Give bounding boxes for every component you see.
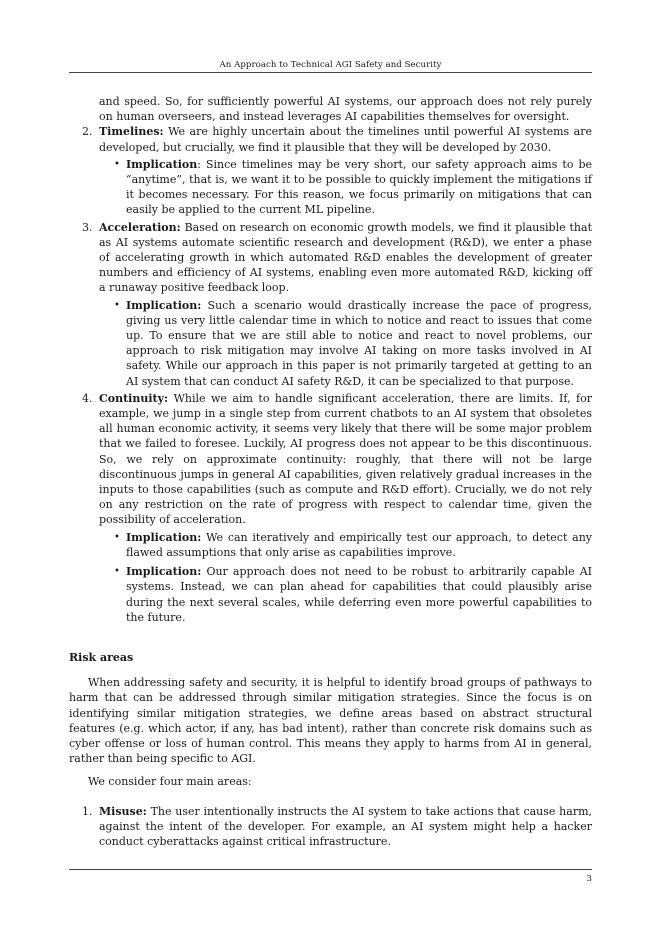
implication-item	[114, 564, 593, 625]
item-number: 1.	[82, 804, 93, 818]
implication-item	[114, 530, 593, 560]
section-heading: Risk areas	[69, 650, 134, 664]
implication-item	[114, 298, 593, 389]
page-number: 3	[586, 874, 592, 884]
body-paragraph: When addressing safety and security, it is helpful to identify broad groups of pathways to harm that can be addressed through similar mitigation strategies. Since the focus is on identifying similar mitigation strategies, we define areas based on abstract structural features (e.g. which actor, if any, has bad intent), rather than concrete risk domains such as cyber offense or loss of human control. This means they apply to harms from AI in general, rather than being specific to AGI.	[69, 676, 592, 766]
implication-label: Implication:	[126, 530, 202, 544]
implication-text: Our approach does not need to be robust to arbitrarily capable AI systems. Instead, we can plan ahead for capabilities that could plausibly arise during the next several scales, while deferring even more powerful capabilities to the future.	[126, 565, 593, 624]
list-item	[82, 124, 593, 217]
bullet-icon: •	[114, 531, 120, 543]
item-number: 4.	[82, 391, 93, 405]
item-label: Acceleration:	[99, 220, 181, 234]
risk-areas-list	[69, 804, 592, 850]
implication-label: Implication:	[126, 298, 202, 312]
implication-item	[114, 157, 592, 218]
implication-list	[99, 157, 592, 218]
implication-list	[99, 530, 592, 625]
header-rule	[69, 72, 592, 73]
bullet-icon: •	[114, 158, 120, 170]
continuation-paragraph: and speed. So, for sufficiently powerful AI systems, our approach does not rely purely on human overseers, and instead leverages AI capabilities themselves for oversight.	[99, 95, 592, 124]
body-paragraph: We consider four main areas:	[88, 775, 252, 789]
implication-text: We can iteratively and empirically test our approach, to detect any flawed assumptions that only arise as capabilities improve.	[126, 530, 593, 559]
implication-label: Implication	[126, 157, 198, 171]
running-header: An Approach to Technical AGI Safety and Security	[219, 60, 442, 70]
implication-label: Implication:	[126, 565, 202, 579]
bullet-icon: •	[114, 299, 120, 311]
implication-text: : Since timelines may be very short, our safety approach aims to be “anytime”, that is, we want it to be possible to quickly implement the mitigations if it becomes necessary. For this reason, we focus primarily on mitigations that can easily be applied to the current ML pipeline.	[126, 157, 592, 217]
bullet-icon: •	[114, 566, 120, 578]
item-number: 3.	[82, 220, 93, 234]
list-item	[82, 220, 593, 389]
item-text: Based on research on economic growth models, we find it plausible that as AI systems automate scientific research and development (R&D), we enter a phase of accelerating growth in which automated R&D enables the development of greater numbers and efficiency of AI systems, enabling even more automated R&D, kicking off a runaway positive feedback loop.	[99, 220, 592, 295]
list-item	[82, 804, 593, 850]
footer-rule	[69, 869, 592, 870]
list-item	[82, 391, 593, 625]
item-text: The user intentionally instructs the AI system to take actions that cause harm, against the intent of the developer. For example, an AI system might help a hacker conduct cyberattacks against critical infrastructure.	[99, 804, 593, 848]
assumptions-list	[69, 94, 592, 625]
item-label: Misuse:	[99, 804, 147, 818]
item-label: Timelines:	[99, 125, 164, 139]
implication-text: Such a scenario would drastically increase the pace of progress, giving us very little calendar time in which to notice and react to issues that come up. To ensure that we are still able to notice and react to novel problems, our approach to risk mitigation may involve AI taking on more tasks involved in AI safety. While our approach in this paper is not primarily targeted at getting to an AI system that can conduct AI safety R&D, it can be specialized to that purpose.	[126, 298, 593, 388]
implication-list	[99, 298, 592, 389]
page-body	[69, 94, 592, 849]
item-number: 2.	[82, 125, 93, 139]
item-text: We are highly uncertain about the timelines until powerful AI systems are developed, but crucially, we find it plausible that they will be developed by 2030.	[99, 125, 593, 154]
item-text: While we aim to handle significant acceleration, there are limits. If, for example, we jump in a single step from current chatbots to an AI system that obsoletes all human economic activity, it seems very likely that there will be some major problem that we failed to foresee. Luckily, AI progress does not appear to be this discontinuous. So, we rely on approximate continuity: roughly, that there will not be large discontinuous jumps in general AI capabilities, given relatively gradual increases in the inputs to those capabilities (such as compute and R&D effort). Crucially, we do not rely on any restriction on the rate of progress with respect to calendar time, given the possibility of acceleration.	[99, 391, 593, 527]
item-label: Continuity:	[99, 391, 169, 405]
